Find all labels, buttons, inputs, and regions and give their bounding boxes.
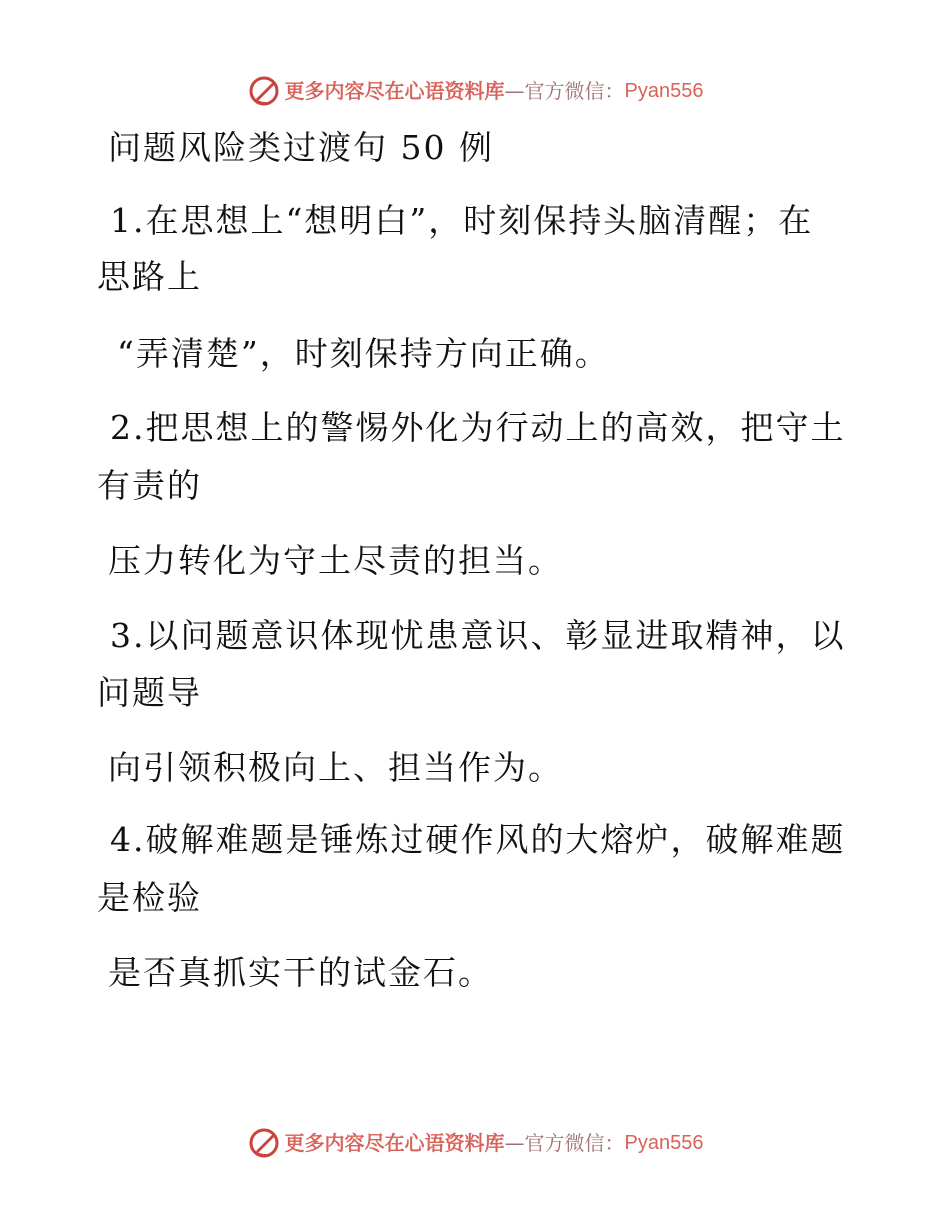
text-line: 问题导 bbox=[97, 673, 202, 712]
footer-watermark bbox=[0, 1126, 950, 1160]
text-line: 思路上 bbox=[97, 257, 202, 296]
text-line: 2.把思想上的警惕外化为行动上的高效，把守土 bbox=[110, 408, 846, 447]
pen-logo-icon bbox=[247, 1126, 281, 1160]
watermark-wechat-id: Pyan556 bbox=[624, 1132, 704, 1154]
watermark-wechat-id: Pyan556 bbox=[624, 80, 704, 102]
text-line: 有责的 bbox=[97, 466, 202, 505]
watermark-wechat-label: 官方微信： bbox=[524, 1131, 625, 1155]
watermark-text: 更多内容尽在心语资料库 bbox=[284, 1131, 505, 1155]
text-line: 压力转化为守土尽责的担当。 bbox=[108, 541, 563, 580]
text-line: 4.破解难题是锤炼过硬作风的大熔炉，破解难题 bbox=[110, 820, 846, 859]
text-line: 向引领积极向上、担当作为。 bbox=[108, 748, 563, 787]
text-line: 1.在思想上“想明白”，时刻保持头脑清醒；在 bbox=[110, 201, 814, 240]
watermark-dash: — bbox=[504, 79, 525, 103]
text-line: 是否真抓实干的试金石。 bbox=[108, 953, 493, 992]
watermark-dash: — bbox=[504, 1131, 525, 1155]
watermark-wechat-label: 官方微信： bbox=[524, 79, 625, 103]
document-title: 问题风险类过渡句 50 例 bbox=[108, 128, 494, 167]
text-line: “弄清楚”，时刻保持方向正确。 bbox=[117, 334, 610, 373]
watermark-text: 更多内容尽在心语资料库 bbox=[284, 79, 505, 103]
text-line: 3.以问题意识体现忧患意识、彰显进取精神，以 bbox=[110, 616, 846, 655]
header-watermark bbox=[0, 74, 950, 108]
pen-logo-icon bbox=[247, 74, 281, 108]
text-line: 是检验 bbox=[97, 878, 202, 917]
